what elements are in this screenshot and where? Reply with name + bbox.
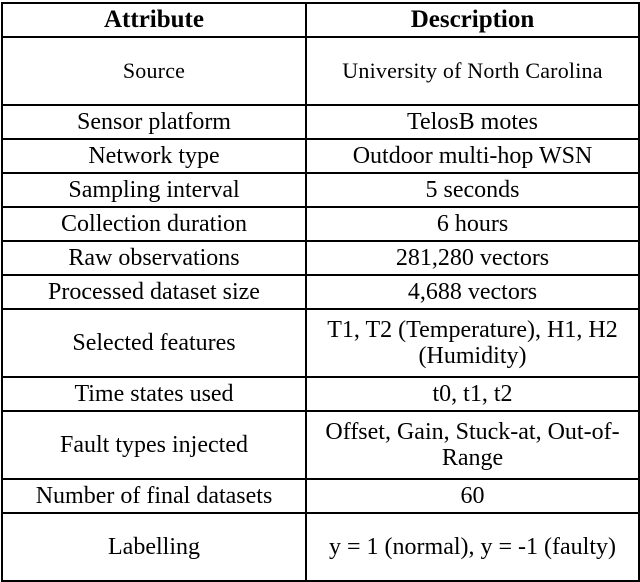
attribute-cell: Number of final datasets (2, 479, 306, 513)
description-cell: 4,688 vectors (306, 275, 639, 309)
attribute-cell: Selected features (2, 309, 306, 377)
attribute-cell: Fault types injected (2, 411, 306, 479)
table-row (2, 207, 639, 241)
attribute-cell: Time states used (2, 377, 306, 411)
table-row (2, 411, 639, 479)
description-cell: Offset, Gain, Stuck-at, Out-of-Range (306, 411, 639, 479)
description-cell: University of North Carolina (306, 37, 639, 105)
header-description: Description (306, 3, 639, 37)
table-row (2, 309, 639, 377)
attribute-cell: Raw observations (2, 241, 306, 275)
attribute-cell: Sensor platform (2, 105, 306, 139)
table-row (2, 105, 639, 139)
attribute-cell: Labelling (2, 513, 306, 581)
attribute-cell: Network type (2, 139, 306, 173)
attribute-cell: Sampling interval (2, 173, 306, 207)
table-row (2, 479, 639, 513)
description-cell: 60 (306, 479, 639, 513)
description-cell: TelosB motes (306, 105, 639, 139)
description-cell: Outdoor multi-hop WSN (306, 139, 639, 173)
description-cell: y = 1 (normal), y = -1 (faulty) (306, 513, 639, 581)
table-row (2, 241, 639, 275)
description-cell: T1, T2 (Temperature), H1, H2 (Humidity) (306, 309, 639, 377)
description-cell: 281,280 vectors (306, 241, 639, 275)
dataset-attributes-table (1, 2, 640, 582)
table-row (2, 139, 639, 173)
table-row (2, 275, 639, 309)
table-row (2, 173, 639, 207)
description-cell: 6 hours (306, 207, 639, 241)
table-header-row (2, 3, 639, 37)
table-row (2, 377, 639, 411)
attribute-cell: Source (2, 37, 306, 105)
attribute-cell: Processed dataset size (2, 275, 306, 309)
description-cell: 5 seconds (306, 173, 639, 207)
header-attribute: Attribute (2, 3, 306, 37)
table-row (2, 513, 639, 581)
attribute-cell: Collection duration (2, 207, 306, 241)
table-row (2, 37, 639, 105)
description-cell: t0, t1, t2 (306, 377, 639, 411)
